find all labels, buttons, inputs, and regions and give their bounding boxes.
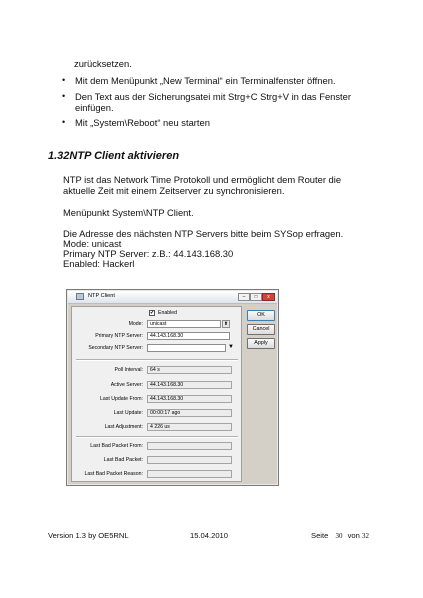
last-bad-packet-value	[147, 456, 232, 464]
paragraph-line: Enabled: Hackerl	[63, 258, 135, 269]
secondary-ntp-server-label: Secondary NTP Server:	[88, 345, 143, 351]
bullet-item: Den Text aus der Sicherungsatei mit Strg+C Strg+V in das Fenster	[75, 91, 352, 102]
dialog-title: NTP Client	[88, 293, 115, 299]
secondary-dropdown-arrow-icon[interactable]: ▼	[228, 344, 234, 350]
footer-version: Version 1.3 by OE5RNL	[48, 531, 129, 540]
bullet-item: Mit „System\Reboot“ neu starten	[75, 117, 210, 128]
bullet-item: Mit dem Menüpunkt „New Terminal“ ein Terminalfenster öffnen.	[75, 75, 336, 86]
footer-page-number: 30	[335, 532, 343, 540]
paragraph-line: aktuelle Zeit mit einem Zeitserver zu synchronisieren.	[63, 185, 285, 196]
footer-von-word: von	[347, 531, 360, 540]
footer-page-info	[311, 531, 369, 540]
last-bad-packet-reason-label: Last Bad Packet Reason:	[84, 471, 143, 477]
dialog-titlebar	[68, 291, 277, 304]
mode-dropdown-arrow-icon[interactable]: ⬍	[223, 321, 229, 327]
section-number: 1.32	[48, 150, 70, 162]
last-bad-packet-from-value	[147, 442, 232, 450]
mode-label: Mode:	[128, 321, 143, 327]
mode-select[interactable]: unicast	[147, 320, 221, 328]
footer-page-total: 32	[361, 532, 369, 540]
ok-button[interactable]: OK	[247, 310, 275, 321]
bullet-icon: •	[62, 75, 66, 85]
apply-button[interactable]: Apply	[247, 338, 275, 349]
poll-interval-value: 64 s	[147, 366, 232, 374]
paragraph-line: Menüpunkt System\NTP Client.	[63, 207, 194, 218]
last-bad-packet-from-label: Last Bad Packet From:	[90, 443, 143, 449]
bullet-icon: •	[62, 117, 66, 127]
paragraph-line: Primary NTP Server: z.B.: 44.143.168.30	[63, 248, 234, 259]
last-adjustment-value: 4 226 us	[147, 423, 232, 431]
primary-ntp-server-label: Primary NTP Server:	[95, 333, 143, 339]
window-icon	[76, 293, 84, 300]
footer-page-word: Seite	[311, 531, 329, 540]
last-bad-packet-label: Last Bad Packet:	[103, 457, 143, 463]
divider	[76, 436, 238, 438]
footer-date: 15.04.2010	[190, 531, 229, 540]
active-server-value: 44.143.168.30	[147, 381, 232, 389]
divider	[76, 359, 238, 361]
cancel-button[interactable]: Cancel	[247, 324, 275, 335]
ntp-client-dialog	[66, 289, 279, 486]
minimize-button[interactable]: –	[238, 293, 250, 301]
last-update-from-label: Last Update From:	[100, 396, 143, 402]
paragraph-line: Mode: unicast	[63, 238, 122, 249]
maximize-button[interactable]: □	[250, 293, 262, 301]
close-button[interactable]: x	[262, 293, 275, 301]
poll-interval-label: Poll Interval:	[114, 367, 143, 373]
primary-ntp-server-input[interactable]: 44.143.168.30	[147, 332, 230, 340]
continued-text: zurücksetzen.	[74, 58, 132, 69]
active-server-label: Active Server:	[110, 382, 143, 388]
last-update-label: Last Update:	[113, 410, 143, 416]
bullet-icon: •	[62, 91, 66, 101]
secondary-ntp-server-input[interactable]	[147, 344, 226, 352]
section-heading	[48, 150, 179, 162]
section-title: NTP Client aktivieren	[69, 150, 180, 162]
paragraph-line: Die Adresse des nächsten NTP Servers bitte beim SYSop erfragen.	[63, 228, 344, 239]
last-bad-packet-reason-value	[147, 470, 232, 478]
paragraph-line: NTP ist das Network Time Protokoll und ermöglicht dem Router die	[63, 174, 342, 185]
last-update-value: 00:00:17 ago	[147, 409, 232, 417]
bullet-item-continued: einfügen.	[75, 102, 114, 113]
enabled-label: Enabled	[158, 310, 178, 316]
ntp-settings-panel	[71, 306, 242, 482]
last-update-from-value: 44.143.168.30	[147, 395, 232, 403]
enabled-checkbox[interactable]: ✔	[150, 310, 155, 316]
last-adjustment-label: Last Adjustment:	[104, 424, 143, 430]
